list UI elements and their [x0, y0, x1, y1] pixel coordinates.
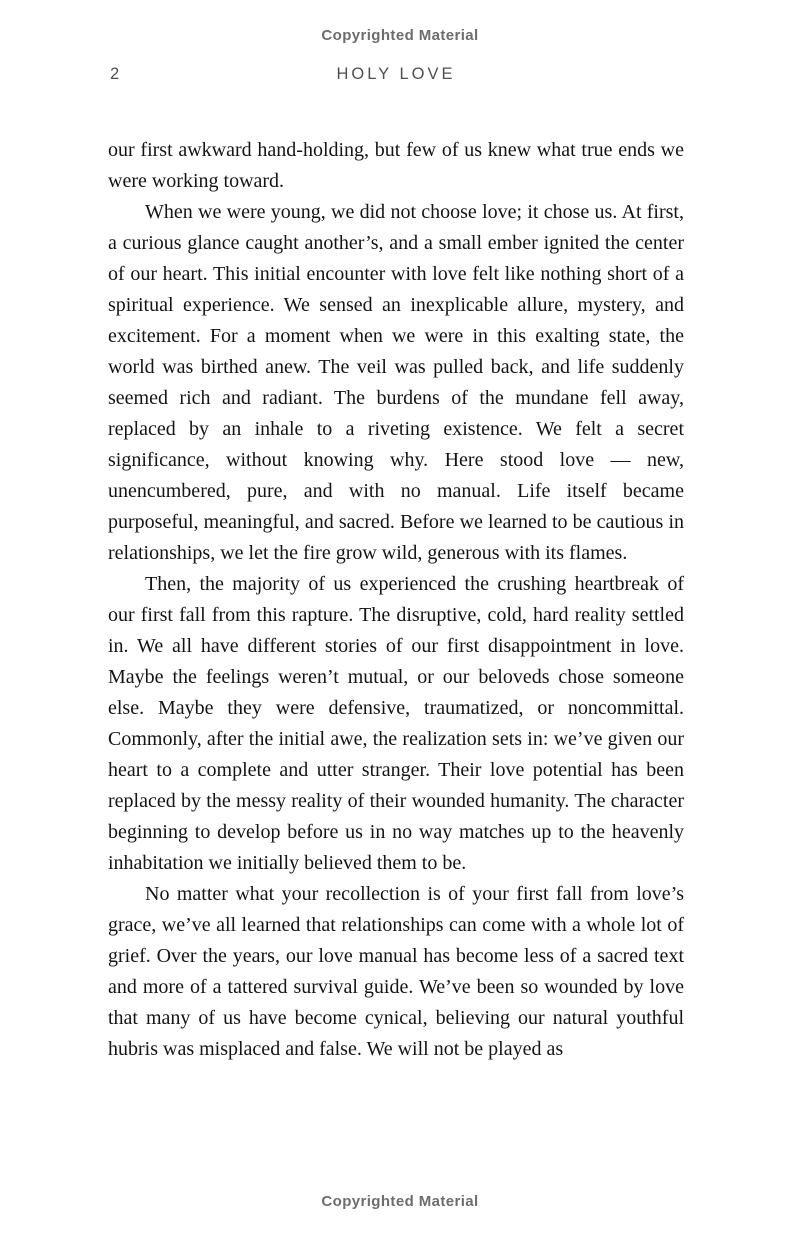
paragraph: No matter what your recollection is of your first fall from love’s grace, we’ve all learned that relationships can come with a whole lot of grief. Over the years, our love manual has become less of a sacred text and more of a tattered survival guide. We’ve been so wounded by love that many of us have become cynical, believing our natural youthful hubris was misplaced and false. We will not be played as	[108, 883, 684, 1060]
page-number: 2	[110, 65, 120, 83]
running-header	[108, 64, 684, 88]
body-text	[108, 135, 684, 1065]
copyright-notice-top: Copyrighted Material	[321, 27, 479, 44]
paragraph: When we were young, we did not choose love; it chose us. At first, a curious glance caught another’s, and a small ember ignited the center of our heart. This initial encounter with love felt like nothing short of a spiritual experience. We sensed an inexplicable allure, mystery, and excitement. For a moment when we were in this exalting state, the world was birthed anew. The veil was pulled back, and life suddenly seemed rich and radiant. The burdens of the mundane fell away, replaced by an inhale to a riveting existence. We felt a secret significance, without knowing why. Here stood love — new, unencumbered, pure, and with no manual. Life itself became purposeful, meaningful, and sacred. Before we learned to be cautious in relationships, we let the fire grow wild, generous with its flames.	[108, 201, 684, 564]
paragraph: Then, the majority of us experienced the crushing heartbreak of our first fall from this rapture. The disruptive, cold, hard reality settled in. We all have different stories of our first disappointment in love. Maybe the feelings weren’t mutual, or our beloveds chose someone else. Maybe they were defensive, traumatized, or noncommittal. Commonly, after the initial awe, the realization sets in: we’ve given our heart to a complete and utter stranger. Their love potential has been replaced by the messy reality of their wounded humanity. The character beginning to develop before us in no way matches up to the heavenly inhabitation we initially believed them to be.	[108, 573, 684, 874]
running-title: HOLY LOVE	[336, 65, 456, 83]
paragraph-continuation: our first awkward hand-holding, but few of us knew what true ends we were working toward.	[108, 139, 684, 192]
copyright-notice-bottom: Copyrighted Material	[321, 1193, 479, 1210]
